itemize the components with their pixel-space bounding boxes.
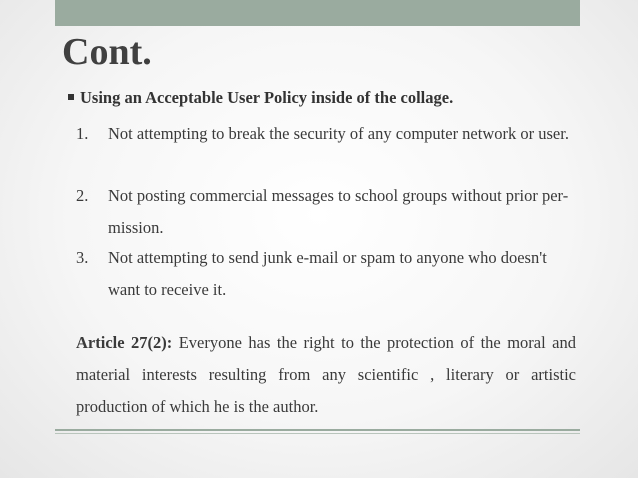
bullet-text: Using an Acceptable User Policy inside of the collage. (80, 88, 454, 107)
article-text: Everyone has the right to the protection of the moral and material interests resulting from any scientific , literary or artistic production of which he is the author. (76, 333, 576, 416)
slide-title: Cont. (62, 31, 152, 73)
bottom-divider (55, 429, 580, 431)
square-bullet-icon (68, 94, 74, 100)
bullet-point (80, 88, 453, 108)
list-item-text: Not attempting to break the security of any computer network or user. (108, 124, 569, 143)
list-item-text: Not attempting to send junk e-mail or spam to anyone who doesn't want to receive it. (108, 248, 547, 299)
article-label: Article 27(2): (76, 333, 173, 352)
list-item-number: 3. (76, 248, 89, 267)
bottom-divider-secondary (55, 433, 580, 434)
top-accent-bar (55, 0, 580, 26)
list-item-text: Not posting commercial messages to school groups without prior per- mission. (108, 186, 569, 237)
article-paragraph (76, 327, 576, 423)
list-item-number: 1. (76, 124, 89, 143)
list-item-number: 2. (76, 186, 89, 205)
